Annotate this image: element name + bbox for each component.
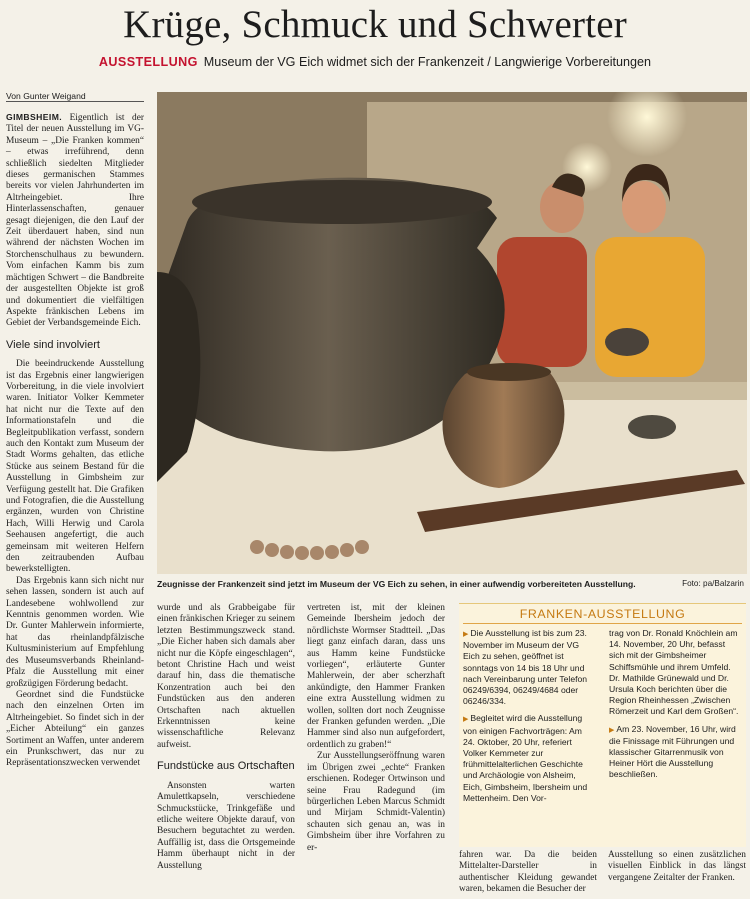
paragraph: Ausstellung so einen zusätzlichen visuellen Einblick in das längst vergangene Zeitalter der Franken. xyxy=(608,850,746,883)
photo-illustration xyxy=(157,92,747,574)
article-column-4 xyxy=(459,850,597,898)
info-box-divider xyxy=(463,623,742,624)
paragraph: Die beeindruckende Ausstellung ist das Ergebnis einer langwierigen Vorbereitung, in die viele involviert waren. Initiator Volker Kemmeter hat nicht nur die Texte auf den Informationstafeln und die Begleitpublikation verfasst, sondern auch den Kontakt zum Museum der Stadt Worms gehalten, das etliche Stücke aus seinem Bestand für die Ausstellung in Gimbsheim zur Verfügung gestellt hat. Die Grafiken und Fotografien, die die Ausstellung ergänzen, wurden von Christine Hach, Willi Herwig und Carola Seehausen angefertigt, die auch gemeinsam mit weiteren Helfern den zeitraubenden Aufbau bewerkstelligten. xyxy=(6,359,144,575)
paragraph: wurde und als Grabbeigabe für einen fränkischen Krieger zu seinem letzten Bestimmungszweck stand. „Die Eicher haben sich damals aber nicht nur die Köpfe eingeschlagen“, betont Christine Hach und weist darauf hin, dass die thematische Konzentration auch bei den Fundstücken aus den anderen Ortschaften nach aktuellen Erkenntnissen keine wissenschaftliche Relevanz aufweist. xyxy=(157,603,295,750)
dateline: GIMBSHEIM. xyxy=(6,112,63,122)
info-text: Die Ausstellung ist bis zum 23. November im Museum der VG Eich zu sehen, geöffnet ist sonntags von 14 bis 18 Uhr und nach Vereinbarung unter Telefon 06249/6394, 06249/4684 oder 06246/334. xyxy=(463,628,588,707)
article-column-3 xyxy=(307,603,445,893)
info-box-right-column xyxy=(609,628,741,787)
article-column-2 xyxy=(157,603,295,893)
info-item xyxy=(463,713,595,804)
subheadline xyxy=(0,55,750,69)
byline-divider xyxy=(6,101,144,102)
info-text: Begleitet wird die Ausstellung von einigen Fachvorträgen: Am 24. Oktober, 20 Uhr, referiert Volker Kemmeter zur frühmittelalterlichen Geschichte und Archäologie von Alsheim, Eich, Gimbsheim, Ibersheim und Mettenheim. Den Vor- xyxy=(463,713,588,803)
photo-caption: Zeugnisse der Frankenzeit sind jetzt im Museum der VG Eich zu sehen, in einer aufwendig vorbereiteten Ausstellung. xyxy=(157,579,636,589)
info-text: trag von Dr. Ronald Knöchlein am 14. November, 20 Uhr, befasst sich mit der Gimbsheimer Schiffsmühle und ihrem Umfeld. Dr. Mathilde Grünewald und Dr. Ursula Koch berichten über die Region Rheinhessen „Zwischen Römerzeit und Karl dem Großen“. xyxy=(609,628,739,717)
info-item xyxy=(609,628,741,718)
paragraph: Das Ergebnis kann sich nicht nur sehen lassen, sondern ist auch auf Landesebene wohlwollend zur Kenntnis genommen worden. Wie Dr. Gunter Mahlerwein informierte, hat das rheinlandpfälzische Kultusministerium auf Empfehlung des Museumsverbands Rheinland-Pfalz die Ausstellung mit einer großzügigen Förderung bedacht. xyxy=(6,575,144,689)
triangle-bullet-icon: ▶ xyxy=(463,716,469,724)
triangle-bullet-icon: ▶ xyxy=(463,631,469,638)
paragraph: Zur Ausstellungseröffnung waren im Übrigen zwei „echte“ Franken erschienen. Rodeger Ortwinson und seine Frau Radegund (im bürgerlichen Leben Marcus Schmidt und Mirjam Schmidt-Valentin) schauten sich genau an, was in Gimbsheim über ihre Vorfahren zu er- xyxy=(307,751,445,853)
section-kicker: AUSSTELLUNG xyxy=(98,55,198,69)
info-box-left-column xyxy=(463,628,595,810)
paragraph: Ansonsten warten Amulettkapseln, verschiedene Schmuckstücke, Trinkgefäße und etliche weitere Objekte darauf, von Besuchern begutachtet zu werden. Auffällig ist, dass die Ortsgemeinde Hamm überhaupt nicht in der Ausstellung xyxy=(157,780,295,871)
info-item xyxy=(609,724,741,781)
photo-credit: Foto: pa/Balzarin xyxy=(682,579,744,588)
paragraph: Geordnet sind die Fundstücke nach den einzelnen Orten im Altrheingebiet. So findet sich in der „Eicher Abteilung“ ein ganzes Sortiment an Waffen, unter anderem ein Prunkschwert, das nur zu Repräsentationszwecken verwendet xyxy=(6,689,144,769)
lead-text: Eigentlich ist der Titel der neuen Ausstellung im VG-Museum – „Die Franken kommen“ – etwas irreführend, denn schließlich siedelten Mitglieder dieses germanischen Stammes bereits vor vielen Jahrhunderten im Altrheingebiet. Ihre Hinterlassenschaften, genauer gesagt diejenigen, die den Lauf der Zeit überdauert haben, sind nun während der nächsten Wochen im Storchenschulhaus zu bewundern. Vom einfachen Kamm bis zum mächtigen Schwert – die Bandbreite der ausgestellten Objekte ist groß und dokumentiert die vielfältigen Aspekte fränkischen Lebens im Gebiet der Verbandsgemeinde Eich. xyxy=(6,113,144,329)
lead-paragraph xyxy=(6,112,144,330)
article-column-5 xyxy=(608,850,746,898)
subheadline-text: Museum der VG Eich widmet sich der Frankenzeit / Langwierige Vorbereitungen xyxy=(203,55,652,69)
paragraph: fahren war. Da die beiden Mittelalter-Darsteller in authentischer Kleidung gewandet waren, bekamen die Besucher der xyxy=(459,850,597,895)
exhibition-photo xyxy=(157,92,747,574)
info-box-title: FRANKEN-AUSSTELLUNG xyxy=(519,607,686,621)
info-box xyxy=(459,603,746,847)
byline: Von Gunter Weigand xyxy=(6,91,86,101)
triangle-bullet-icon: ▶ xyxy=(609,726,615,734)
paragraph: vertreten ist, mit der kleinen Gemeinde Ibersheim jedoch der nördlichste Wormser Stadtteil. „Das liegt ganz einfach daran, dass uns aus Hamm keine Fundstücke vorliegen“, erläuterte Gunter Mahlerwein, der aber scherzhaft ankündigte, den Hammer Franken eine extra Ausstellung widmen zu wollen, sollten dort noch Zeugnisse der Franken gefunden werden. „Die Hammer sind also nun aufgefordert, ordentlich zu graben!“ xyxy=(307,603,445,750)
headline: Krüge, Schmuck und Schwerter xyxy=(123,3,627,46)
article-column-1 xyxy=(6,112,144,898)
info-text: Am 23. November, 16 Uhr, wird die Finissage mit Führungen und klassischer Gitarrenmusik von Heiner Hört die Ausstellung beschließen. xyxy=(609,723,736,780)
subhead-fundstuecke: Fundstücke aus Ortschaften xyxy=(157,760,295,773)
subhead-viele-sind-involviert: Viele sind involviert xyxy=(6,338,100,351)
info-item xyxy=(463,628,595,707)
